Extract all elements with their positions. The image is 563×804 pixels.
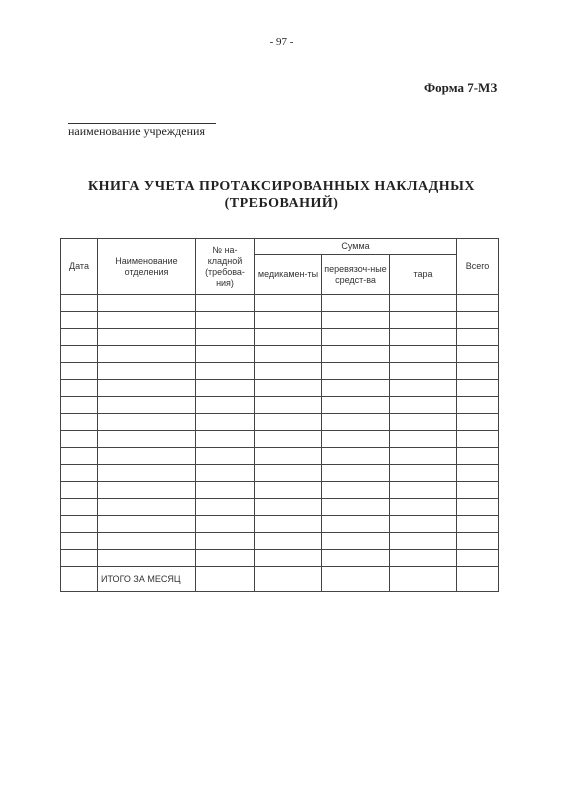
table-cell [457,499,499,516]
table-cell [322,431,390,448]
document-title-line-1: КНИГА УЧЕТА ПРОТАКСИРОВАННЫХ НАКЛАДНЫХ [88,179,475,194]
table-row [61,363,499,380]
institution-name-label: наименование учреждения [68,124,205,138]
table-cell [196,431,255,448]
table-cell [98,380,196,397]
table-cell [61,499,98,516]
table-cell [390,499,457,516]
table-row [61,329,499,346]
document-title [0,178,563,212]
table-cell [98,363,196,380]
table-cell [61,380,98,397]
table-cell [61,295,98,312]
table-cell [322,346,390,363]
table-cell [196,329,255,346]
table-cell [322,312,390,329]
table-cell [457,533,499,550]
table-row [61,295,499,312]
table-cell [98,414,196,431]
table-cell [98,346,196,363]
table-cell [255,295,322,312]
table-cell [255,397,322,414]
table-cell [322,567,390,592]
table-cell [61,516,98,533]
table-cell [457,363,499,380]
form-code: Форма 7-МЗ [424,80,498,95]
table-cell [61,533,98,550]
table-cell [390,567,457,592]
table-cell [390,295,457,312]
table-cell [457,465,499,482]
table-cell [390,550,457,567]
table-cell [390,465,457,482]
table-cell [390,380,457,397]
table-cell [61,329,98,346]
table-cell [255,431,322,448]
header-packaging: тара [390,255,457,295]
table-cell [61,567,98,592]
table-row [61,397,499,414]
table-cell [457,329,499,346]
table-row [61,448,499,465]
table-cell [322,465,390,482]
table-cell [196,465,255,482]
table-cell [322,329,390,346]
table-cell [390,482,457,499]
table-cell [457,516,499,533]
table-cell [322,397,390,414]
table-cell [457,380,499,397]
header-sum-group: Сумма [255,239,457,255]
header-date: Дата [61,239,98,295]
table-cell [322,482,390,499]
table-cell [98,465,196,482]
table-cell [98,397,196,414]
table-cell [390,516,457,533]
table-cell [457,397,499,414]
table-cell [255,499,322,516]
ledger-table [60,238,499,592]
table-cell [255,448,322,465]
table-cell [390,431,457,448]
table-cell [390,397,457,414]
table-cell [196,397,255,414]
table-row [61,380,499,397]
ledger-body [61,295,499,592]
table-cell [61,482,98,499]
table-cell [390,363,457,380]
table-cell [61,312,98,329]
table-cell [390,312,457,329]
table-cell [98,295,196,312]
table-cell [457,312,499,329]
table-cell [255,380,322,397]
total-row-label: ИТОГО ЗА МЕСЯЦ [98,567,196,592]
table-cell [255,533,322,550]
table-cell [196,482,255,499]
table-cell [196,550,255,567]
table-cell [322,499,390,516]
table-cell [61,465,98,482]
table-cell [255,567,322,592]
header-medicines: медикамен-ты [255,255,322,295]
table-cell [98,533,196,550]
table-cell [457,567,499,592]
table-cell [322,448,390,465]
table-cell [61,448,98,465]
table-cell [322,414,390,431]
table-cell [322,295,390,312]
table-cell [196,499,255,516]
table-cell [196,533,255,550]
table-cell [255,363,322,380]
table-cell [196,414,255,431]
table-row [61,346,499,363]
table-cell [98,431,196,448]
table-cell [61,414,98,431]
table-row [61,499,499,516]
header-dressings: перевязоч-ные средст-ва [322,255,390,295]
table-cell [457,550,499,567]
page-number: - 97 - [269,36,294,48]
table-row [61,312,499,329]
table-row [61,533,499,550]
document-title-line-2: (ТРЕБОВАНИЙ) [224,196,339,211]
table-cell [255,414,322,431]
table-cell [196,363,255,380]
table-cell [322,550,390,567]
table-row [61,516,499,533]
table-cell [98,482,196,499]
table-cell [196,567,255,592]
table-cell [98,329,196,346]
header-department: Наименование отделения [98,239,196,295]
table-cell [255,516,322,533]
table-cell [390,329,457,346]
table-cell [322,516,390,533]
table-row [61,550,499,567]
table-cell [255,465,322,482]
table-cell [390,346,457,363]
table-row [61,465,499,482]
total-row [61,567,499,592]
table-cell [457,431,499,448]
table-cell [255,312,322,329]
table-cell [457,482,499,499]
table-cell [457,414,499,431]
table-cell [98,516,196,533]
table-cell [390,533,457,550]
table-cell [196,295,255,312]
table-cell [196,380,255,397]
table-cell [255,329,322,346]
table-row [61,482,499,499]
table-cell [255,550,322,567]
table-cell [196,346,255,363]
table-cell [457,448,499,465]
table-cell [457,346,499,363]
table-cell [255,346,322,363]
table-row [61,414,499,431]
table-cell [61,346,98,363]
table-cell [255,482,322,499]
header-invoice-number: № на-кладной (требова-ния) [196,239,255,295]
table-cell [98,550,196,567]
table-cell [322,533,390,550]
table-cell [61,431,98,448]
table-cell [98,448,196,465]
table-cell [61,363,98,380]
table-cell [390,448,457,465]
table-cell [196,312,255,329]
table-cell [196,448,255,465]
table-cell [322,363,390,380]
table-cell [196,516,255,533]
table-cell [390,414,457,431]
header-total: Всего [457,239,499,295]
table-cell [457,295,499,312]
table-cell [98,499,196,516]
table-cell [61,550,98,567]
table-cell [98,312,196,329]
table-cell [322,380,390,397]
table-row [61,431,499,448]
table-cell [61,397,98,414]
